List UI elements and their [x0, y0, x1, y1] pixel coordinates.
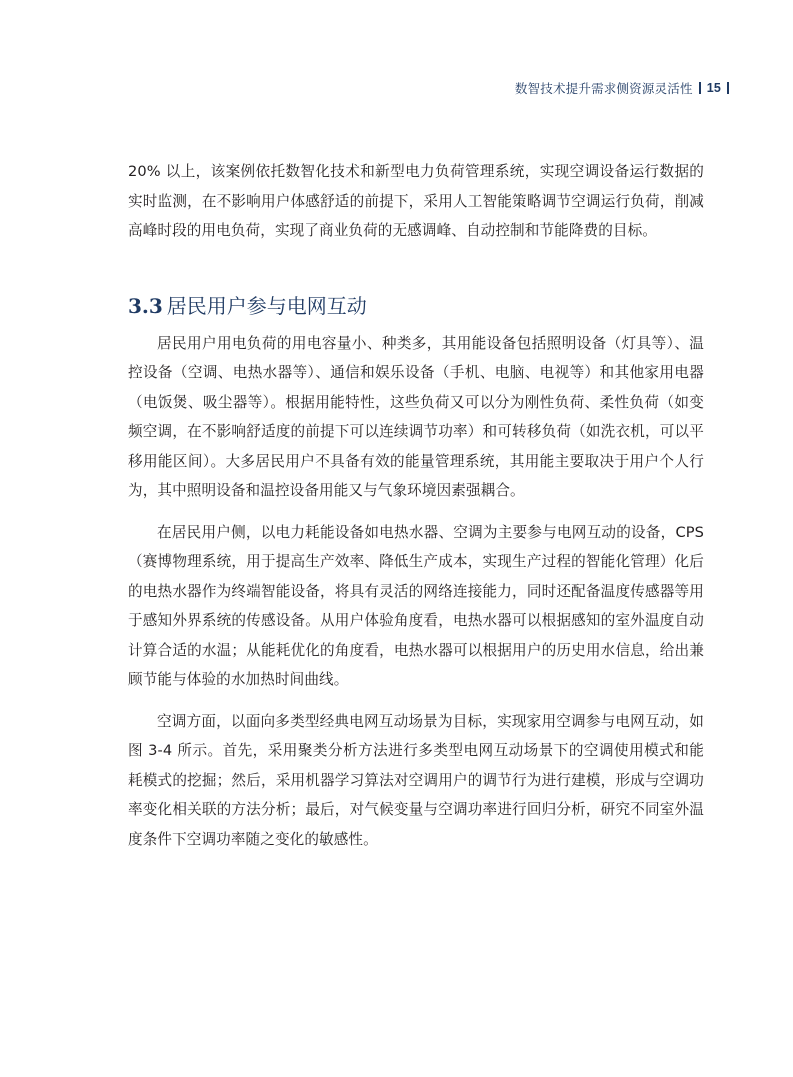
- paragraph-continued: 20% 以上，该案例依托数智化技术和新型电力负荷管理系统，实现空调设备运行数据的实时监测，在不影响用户体感舒适的前提下，采用人工智能策略调节空调运行负荷，削减高峰时段的用电负荷，实现了商业负荷的无感调峰、自动控制和节能降费的目标。: [128, 163, 704, 239]
- running-header: [515, 78, 735, 98]
- paragraph-residential-load: 居民用户用电负荷的用电容量小、种类多，其用能设备包括照明设备（灯具等）、温控设备（空调、电热水器等）、通信和娱乐设备（手机、电脑、电视等）和其他家用电器（电饭煲、吸尘器等）。根据用能特性，这些负荷又可以分为刚性负荷、柔性负荷（如变频空调，在不影响舒适度的前提下可以连续调节功率）和可转移负荷（如洗衣机，可以平移用能区间）。大多居民用户不具备有效的能量管理系统，其用能主要取决于用户个人行为，其中照明设备和温控设备用能又与气象环境因素强耦合。: [128, 334, 704, 499]
- header-separator-right: [727, 82, 729, 94]
- page-number: 15: [706, 81, 721, 95]
- header-separator-left: [699, 82, 701, 94]
- running-title: 数智技术提升需求侧资源灵活性: [514, 81, 693, 96]
- section-heading: [128, 292, 704, 320]
- section-title: 居民用户参与电网互动: [166, 293, 367, 318]
- section-number: 3.3: [128, 293, 163, 318]
- paragraph-water-heater: 在居民用户侧，以电力耗能设备如电热水器、空调为主要参与电网互动的设备，CPS（赛博物理系统，用于提高生产效率、降低生产成本，实现生产过程的智能化管理）化后的电热水器作为终端智能设备，将具有灵活的网络连接能力，同时还配备温度传感器等用于感知外界系统的传感设备。从用户体验角度看，电热水器可以根据感知的室外温度自动计算合适的水温；从能耗优化的角度看，电热水器可以根据用户的历史用水信息，给出兼顾节能与体验的水加热时间曲线。: [128, 523, 704, 688]
- page-body: [128, 157, 704, 854]
- paragraph-air-conditioner: 空调方面，以面向多类型经典电网互动场景为目标，实现家用空调参与电网互动，如图 3-4 所示。首先，采用聚类分析方法进行多类型电网互动场景下的空调使用模式和能耗模式的挖掘；然后，采用机器学习算法对空调用户的调节行为进行建模，形成与空调功率变化相关联的方法分析；最后，对气候变量与空调功率进行回归分析，研究不同室外温度条件下空调功率随之变化的敏感性。: [128, 712, 704, 848]
